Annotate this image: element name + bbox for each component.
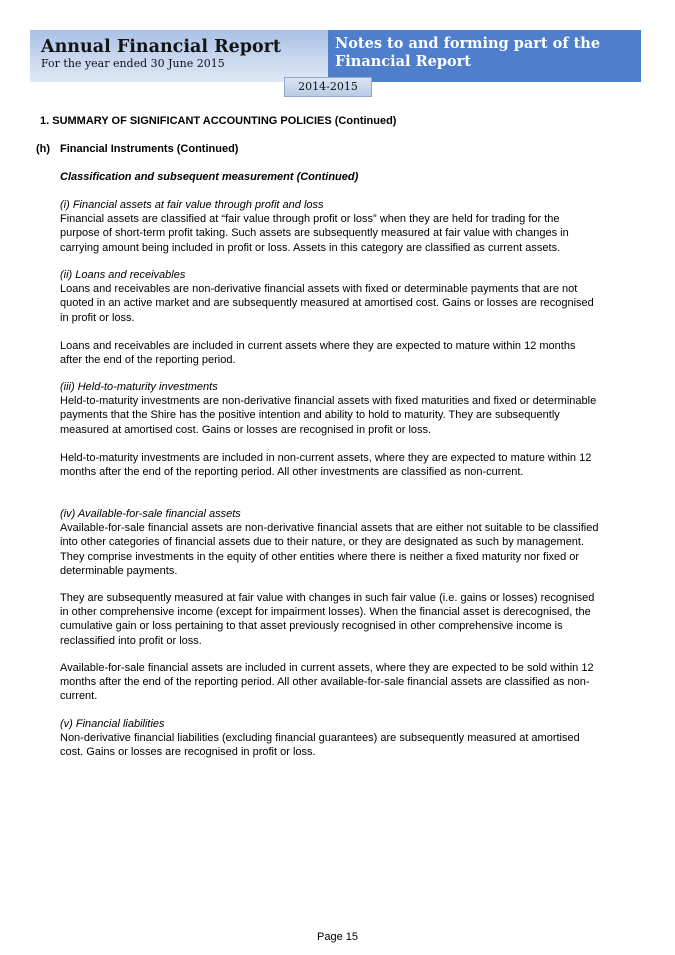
paragraph: Loans and receivables are non-derivative financial assets with fixed or determinable payments that are not quoted in an active market and are subsequently measured at amortised cost. Gains or losses are recognised in profit or loss. [60, 283, 594, 324]
section-title: Notes to and forming part of the Financial Report [335, 35, 601, 70]
paragraph: Available-for-sale financial assets are included in current assets, where they are expected to be sold within 12 months after the end of the reporting period. All other available-for-sale financial assets are classified as non-current. [60, 662, 594, 703]
heading-item-number: (h) [36, 143, 51, 155]
year-tab: 2014-2015 [284, 77, 372, 97]
section-fvtpl [60, 198, 600, 255]
section-afs [60, 507, 600, 578]
heading-summary-policies: 1. SUMMARY OF SIGNIFICANT ACCOUNTING POLICIES (Continued) [40, 115, 397, 127]
paragraph: Available-for-sale financial assets are non-derivative financial assets that are either not suitable to be classified into other categories of financial assets due to their nature, or they are designated as such by management. They comprise investments in the equity of other entities where there is neither a fixed maturity nor fixed or determinable payments. [60, 522, 599, 577]
subheading: (v) Financial liabilities [60, 718, 165, 730]
section-loans-cont [60, 339, 600, 367]
paragraph: Held-to-maturity investments are included in non-current assets, where they are expected to mature within 12 months after the end of the reporting period. All other investments are classified as non-current. [60, 452, 592, 479]
header-section-band [328, 30, 641, 82]
section-htm [60, 380, 600, 437]
report-subtitle: For the year ended 30 June 2015 [41, 57, 225, 70]
section-liabilities [60, 717, 600, 760]
page-number: Page 15 [317, 931, 358, 943]
paragraph: Financial assets are classified at “fair value through profit or loss” when they are held for trading for the purpose of short-term profit taking. Such assets are subsequently measured at fair value with changes in carrying amount being included in profit or loss. Assets in this category are classified as current assets. [60, 213, 569, 254]
paragraph: Held-to-maturity investments are non-derivative financial assets with fixed maturities and fixed or determinable payments that the Shire has the positive intention and ability to hold to maturity. They are subsequently measured at amortised cost. Gains or losses are recognised in profit or loss. [60, 395, 597, 436]
subheading: (iii) Held-to-maturity investments [60, 381, 218, 393]
section-afs-cont-1 [60, 591, 600, 648]
heading-classification: Classification and subsequent measurement (Continued) [60, 171, 359, 183]
subheading: (iv) Available-for-sale financial assets [60, 508, 241, 520]
report-title: Annual Financial Report [41, 37, 281, 57]
paragraph: They are subsequently measured at fair value with changes in such fair value (i.e. gains or losses) recognised in other comprehensive income (except for impairment losses). When the financial asset is derecognised, the cumulative gain or loss pertaining to that asset previously recognised in other comprehensive income is reclassified into profit or loss. [60, 592, 595, 647]
section-afs-cont-2 [60, 661, 600, 704]
heading-financial-instruments: Financial Instruments (Continued) [60, 143, 239, 155]
subheading: (ii) Loans and receivables [60, 269, 186, 281]
section-loans [60, 268, 600, 325]
subheading: (i) Financial assets at fair value through profit and loss [60, 199, 324, 211]
section-htm-cont [60, 451, 600, 479]
paragraph: Non-derivative financial liabilities (excluding financial guarantees) are subsequently measured at amortised cost. Gains or losses are recognised in profit or loss. [60, 732, 580, 759]
paragraph: Loans and receivables are included in current assets where they are expected to mature within 12 months after the end of the reporting period. [60, 340, 576, 367]
header-title-band [30, 30, 328, 82]
